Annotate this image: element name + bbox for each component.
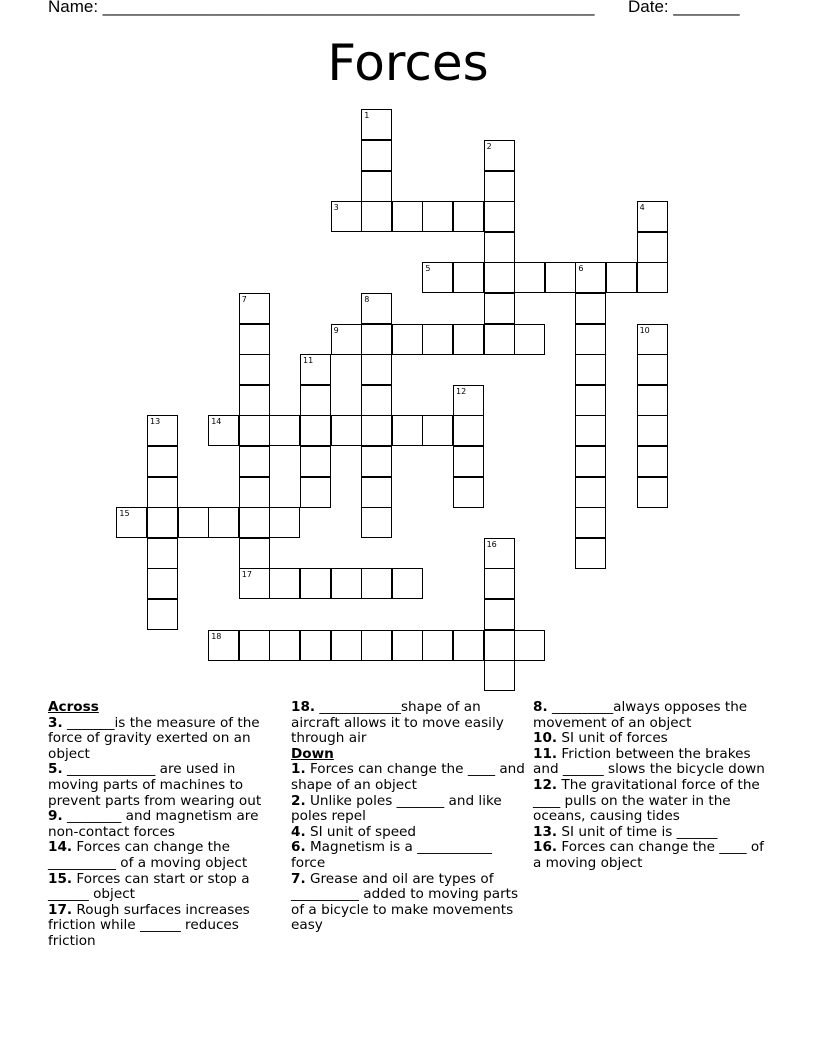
grid-cell[interactable]	[484, 232, 515, 263]
clue-number: 16	[486, 539, 497, 549]
grid-cell[interactable]	[484, 630, 515, 661]
grid-cell[interactable]	[575, 415, 606, 446]
grid-cell[interactable]	[637, 354, 668, 385]
grid-cell[interactable]	[361, 630, 392, 661]
clue-item	[533, 747, 765, 778]
grid-cell[interactable]	[545, 262, 576, 293]
grid-cell[interactable]	[453, 415, 484, 446]
clue-number: 7	[241, 295, 247, 304]
clue-text: SI unit of speed	[305, 823, 417, 840]
grid-cell[interactable]	[239, 568, 270, 599]
grid-cell[interactable]	[575, 354, 606, 385]
grid-cell[interactable]	[239, 630, 270, 661]
grid-cell[interactable]	[484, 140, 515, 171]
grid-cell[interactable]	[361, 324, 392, 355]
grid-cell[interactable]	[147, 568, 178, 599]
grid-cell[interactable]	[422, 630, 453, 661]
clue-text: Forces can change the ____ of a moving object	[533, 839, 764, 871]
grid-cell[interactable]	[147, 415, 178, 446]
grid-cell[interactable]	[422, 201, 453, 232]
grid-cell[interactable]	[575, 446, 606, 477]
grid-cell[interactable]	[361, 109, 392, 140]
grid-cell[interactable]	[453, 446, 484, 477]
clue-number-label: 7.	[291, 870, 306, 887]
clue-number: 3	[333, 203, 339, 213]
grid-cell[interactable]	[637, 201, 668, 232]
clue-item	[291, 825, 527, 841]
clue-number-label: 15.	[48, 870, 73, 887]
grid-cell[interactable]	[208, 507, 239, 538]
clue-item	[48, 809, 270, 840]
clue-text: ________ and magnetism are non-contact forces	[48, 808, 259, 840]
grid-cell[interactable]	[239, 415, 270, 446]
grid-cell[interactable]	[575, 538, 606, 569]
clues-column-1	[48, 700, 270, 950]
grid-cell[interactable]	[422, 324, 453, 355]
clue-number: 11	[303, 356, 314, 366]
grid-cell[interactable]	[147, 538, 178, 569]
clue-text: _______is the measure of the force of gravity exerted on an object	[48, 714, 260, 762]
clue-number-label: 8.	[533, 699, 548, 715]
clue-item	[48, 716, 270, 763]
grid-cell[interactable]	[300, 385, 331, 416]
clue-number: 9	[333, 325, 339, 335]
clues-column-3	[533, 700, 765, 872]
grid-cell[interactable]	[300, 630, 331, 661]
grid-cell[interactable]	[300, 477, 331, 508]
grid-cell[interactable]	[392, 568, 423, 599]
grid-cell[interactable]	[361, 415, 392, 446]
grid-cell[interactable]	[361, 354, 392, 385]
clue-text: Unlike poles _______ and like poles repel	[291, 792, 502, 825]
grid-cell[interactable]	[331, 201, 362, 232]
clue-number: 2	[486, 142, 492, 151]
grid-cell[interactable]	[208, 415, 239, 446]
grid-cell[interactable]	[514, 262, 545, 293]
grid-cell[interactable]	[453, 385, 484, 416]
clue-text: Grease and oil are types of __________ added to moving parts of a bicycle to make movements easy	[291, 870, 519, 934]
grid-cell[interactable]	[269, 568, 300, 599]
clue-number: 5	[425, 264, 431, 274]
grid-cell[interactable]	[637, 324, 668, 355]
grid-cell[interactable]	[637, 477, 668, 508]
grid-cell[interactable]	[239, 507, 270, 538]
clue-number-label: 1.	[291, 761, 306, 778]
clue-text: Forces can change the __________ of a moving object	[48, 839, 248, 871]
clue-number-label: 16.	[533, 839, 558, 856]
clue-item	[533, 778, 765, 825]
grid-cell[interactable]	[575, 293, 606, 324]
grid-cell[interactable]	[637, 415, 668, 446]
grid-cell[interactable]	[484, 568, 515, 599]
grid-cell[interactable]	[361, 477, 392, 508]
clue-number: 18	[211, 631, 222, 641]
grid-cell[interactable]	[453, 324, 484, 355]
clue-number-label: 12.	[533, 776, 558, 793]
clue-item	[291, 840, 527, 871]
grid-cell[interactable]	[361, 201, 392, 232]
grid-cell[interactable]	[484, 660, 515, 691]
grid-cell[interactable]	[453, 201, 484, 232]
clue-number-label: 11.	[533, 745, 558, 762]
clue-number: 12	[456, 386, 467, 396]
clue-text: _________always opposes the movement of an object	[533, 699, 748, 731]
grid-cell[interactable]	[575, 262, 606, 293]
grid-cell[interactable]	[269, 507, 300, 538]
clue-text: Friction between the brakes and ______ slows the bicycle down	[533, 745, 765, 778]
clue-number-label: 3.	[48, 714, 63, 731]
grid-cell[interactable]	[239, 324, 270, 355]
grid-cell[interactable]	[147, 599, 178, 630]
grid-cell[interactable]	[422, 262, 453, 293]
grid-cell[interactable]	[147, 446, 178, 477]
clue-number-label: 10.	[533, 730, 558, 747]
clue-number-label: 17.	[48, 901, 73, 918]
clue-number-label: 2.	[291, 792, 306, 809]
down-heading: Down	[291, 745, 334, 762]
grid-cell[interactable]	[422, 415, 453, 446]
grid-cell[interactable]	[239, 538, 270, 569]
clue-item	[533, 700, 765, 731]
grid-cell[interactable]	[453, 477, 484, 508]
grid-cell[interactable]	[484, 201, 515, 232]
grid-cell[interactable]	[484, 324, 515, 355]
clue-text: Rough surfaces increases friction while ______ reduces friction	[48, 901, 250, 949]
clue-text: The gravitational force of the ____ pulls on the water in the oceans, causing tides	[533, 776, 760, 825]
clue-item	[291, 762, 527, 793]
grid-cell[interactable]	[208, 630, 239, 661]
clue-number: 1	[364, 111, 370, 121]
clue-number-label: 18.	[291, 699, 316, 715]
grid-cell[interactable]	[147, 477, 178, 508]
grid-cell[interactable]	[575, 477, 606, 508]
grid-cell[interactable]	[116, 507, 147, 538]
clue-number: 15	[119, 509, 130, 519]
grid-cell[interactable]	[514, 630, 545, 661]
grid-cell[interactable]	[361, 507, 392, 538]
grid-cell[interactable]	[575, 385, 606, 416]
grid-cell[interactable]	[300, 354, 331, 385]
clue-number-label: 14.	[48, 839, 73, 856]
clue-text: Magnetism is a ___________ force	[291, 839, 492, 871]
grid-cell[interactable]	[453, 630, 484, 661]
grid-cell[interactable]	[239, 446, 270, 477]
clue-text: SI unit of forces	[557, 730, 668, 747]
grid-cell[interactable]	[178, 507, 209, 538]
clue-text: Forces can start or stop a ______ object	[48, 870, 250, 903]
name-field-line[interactable]: Name: ____________________________________________________	[48, 0, 595, 16]
clue-number-label: 6.	[291, 839, 306, 856]
grid-cell[interactable]	[269, 415, 300, 446]
clue-text: _____________ are used in moving parts of machines to prevent parts from wearing out	[48, 761, 262, 809]
grid-cell[interactable]	[331, 324, 362, 355]
across-heading: Across	[48, 699, 99, 715]
grid-cell[interactable]	[361, 446, 392, 477]
grid-cell[interactable]	[300, 446, 331, 477]
date-field-line[interactable]: Date: _______	[628, 0, 740, 16]
grid-cell[interactable]	[484, 171, 515, 202]
grid-cell[interactable]	[637, 232, 668, 263]
grid-cell[interactable]	[331, 415, 362, 446]
clue-text: ____________shape of an aircraft allows it to move easily through air	[291, 699, 504, 747]
grid-cell[interactable]	[361, 140, 392, 171]
clue-item	[291, 872, 527, 934]
grid-cell[interactable]	[331, 630, 362, 661]
grid-cell[interactable]	[575, 507, 606, 538]
grid-cell[interactable]	[239, 385, 270, 416]
clue-number: 6	[578, 264, 584, 274]
grid-cell[interactable]	[361, 293, 392, 324]
clue-number-label: 5.	[48, 761, 63, 778]
grid-cell[interactable]	[361, 171, 392, 202]
grid-cell[interactable]	[392, 415, 423, 446]
clue-number-label: 9.	[48, 808, 63, 825]
grid-cell[interactable]	[300, 415, 331, 446]
clue-text: SI unit of time is ______	[557, 823, 718, 840]
grid-cell[interactable]	[392, 324, 423, 355]
grid-cell[interactable]	[392, 201, 423, 232]
clue-number: 14	[211, 417, 222, 427]
clue-item	[48, 762, 270, 809]
clue-item	[533, 825, 765, 841]
grid-cell[interactable]	[484, 599, 515, 630]
clue-item	[291, 700, 527, 747]
grid-cell[interactable]	[361, 385, 392, 416]
clue-number: 17	[241, 570, 252, 580]
grid-cell[interactable]	[239, 293, 270, 324]
clue-number: 4	[639, 203, 645, 213]
clue-item	[533, 840, 765, 871]
grid-cell[interactable]	[637, 385, 668, 416]
grid-cell[interactable]	[300, 568, 331, 599]
clue-number: 10	[639, 325, 650, 335]
grid-cell[interactable]	[269, 630, 300, 661]
grid-cell[interactable]	[637, 446, 668, 477]
grid-cell[interactable]	[514, 324, 545, 355]
puzzle-title: Forces	[327, 34, 489, 92]
grid-cell[interactable]	[392, 630, 423, 661]
clue-number: 8	[364, 295, 370, 304]
grid-cell[interactable]	[239, 477, 270, 508]
clues-column-2	[291, 700, 527, 934]
clue-number-label: 13.	[533, 823, 558, 840]
grid-cell[interactable]	[147, 507, 178, 538]
grid-cell[interactable]	[637, 262, 668, 293]
grid-cell[interactable]	[453, 262, 484, 293]
grid-cell[interactable]	[606, 262, 637, 293]
clue-item	[533, 731, 765, 747]
grid-cell[interactable]	[484, 262, 515, 293]
grid-cell[interactable]	[484, 538, 515, 569]
clue-item	[291, 794, 527, 825]
clue-number: 13	[150, 417, 161, 427]
grid-cell[interactable]	[484, 293, 515, 324]
grid-cell[interactable]	[239, 354, 270, 385]
clue-number-label: 4.	[291, 823, 306, 840]
grid-cell[interactable]	[331, 568, 362, 599]
grid-cell[interactable]	[575, 324, 606, 355]
clue-item	[48, 872, 270, 903]
grid-cell[interactable]	[361, 568, 392, 599]
clue-item	[48, 903, 270, 950]
clue-text: Forces can change the ____ and shape of an object	[291, 761, 525, 793]
clue-item	[48, 840, 270, 871]
